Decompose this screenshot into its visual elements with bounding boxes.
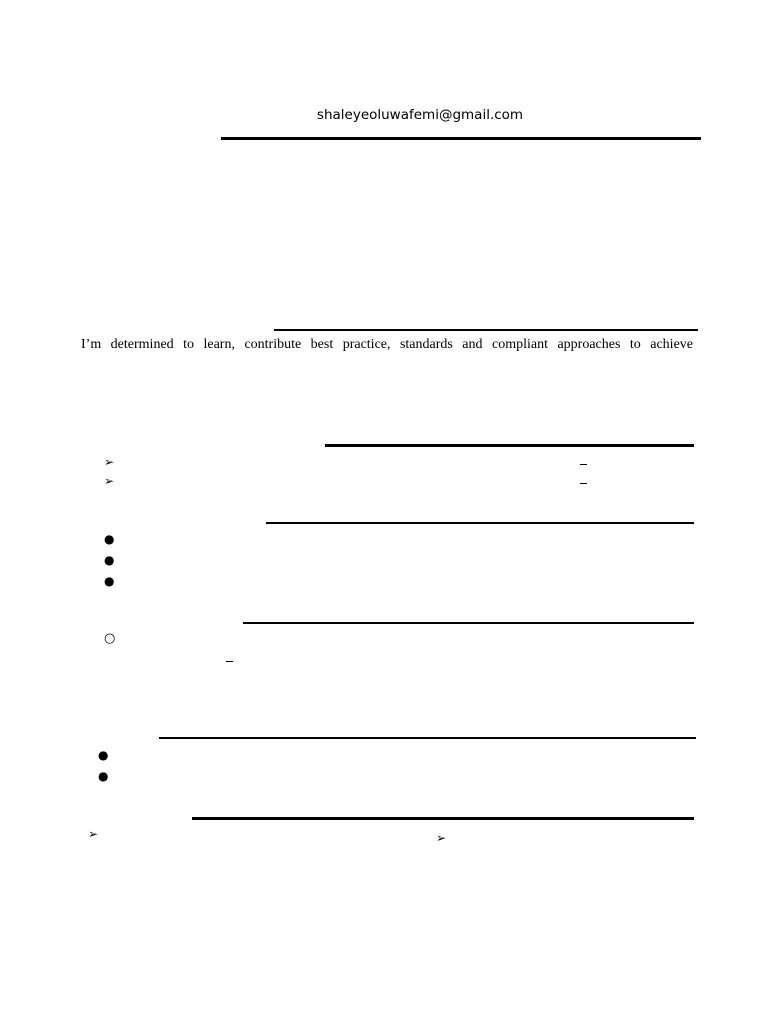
section-divider-6 [192,817,694,820]
section-divider-2 [325,444,694,447]
section-divider-objective [274,329,698,331]
disc-bullet-icon: ● [104,553,115,567]
section-divider-3 [266,522,694,524]
disc-bullet-icon: ● [104,532,115,546]
header-divider [221,137,701,140]
section-divider-5 [159,737,696,739]
dash-mark [226,661,233,662]
arrow-bullet-icon: ➢ [436,831,447,845]
section-divider-4 [243,622,694,624]
dash-mark [580,483,587,484]
disc-bullet-icon: ● [104,574,115,588]
circle-bullet-icon: ○ [104,631,116,646]
arrow-bullet-icon: ➢ [104,474,115,488]
email-address: shaleyeoluwafemi@gmail.com [316,107,524,123]
arrow-bullet-icon: ➢ [88,827,99,841]
objective-text: I’m determined to learn, contribute best practice, standards and compliant approaches to achieve [81,337,693,352]
disc-bullet-icon: ● [98,748,109,762]
disc-bullet-icon: ● [98,769,109,783]
arrow-bullet-icon: ➢ [104,455,115,469]
dash-mark [580,464,587,465]
